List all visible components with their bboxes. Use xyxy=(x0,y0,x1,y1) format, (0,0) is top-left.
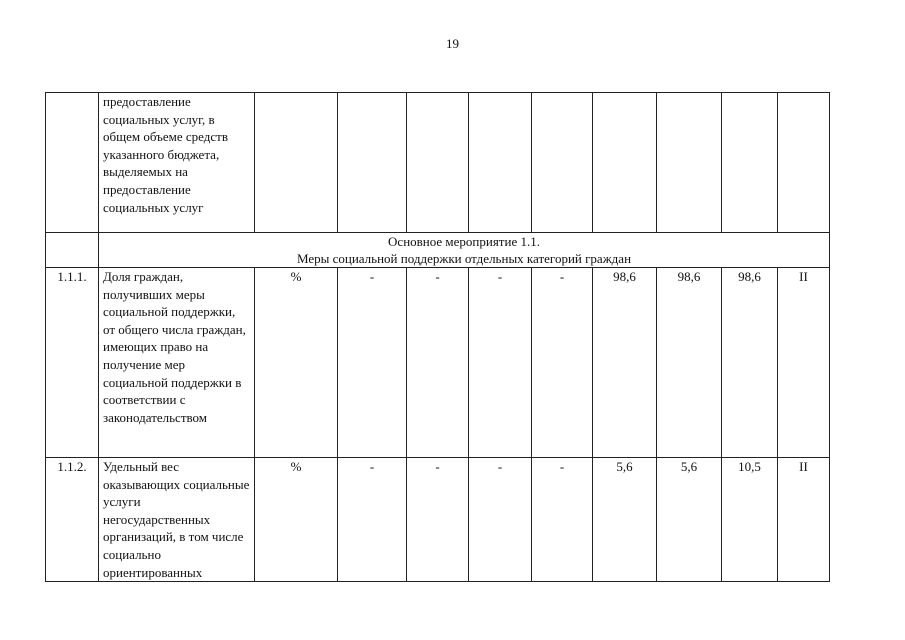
value-cell: - xyxy=(338,268,407,458)
value-cell xyxy=(722,93,778,233)
value-cell xyxy=(469,93,532,233)
value-cell: 5,6 xyxy=(657,458,722,582)
section-header-row xyxy=(46,233,830,268)
value-cell: - xyxy=(532,268,593,458)
table-row xyxy=(46,268,830,458)
value-cell xyxy=(657,93,722,233)
value-cell xyxy=(593,93,657,233)
indicator-description: Доля граждан, получивших меры социальной поддержки, от общего числа граждан, имеющих право на получение мер социальной поддержки в соответствии с законодательством xyxy=(99,268,255,458)
value-cell: 98,6 xyxy=(657,268,722,458)
value-cell: - xyxy=(407,268,469,458)
section-title xyxy=(99,233,830,268)
value-cell: - xyxy=(469,458,532,582)
value-cell xyxy=(778,93,830,233)
value-cell: 10,5 xyxy=(722,458,778,582)
page-number: 19 xyxy=(446,36,459,51)
section-title-line-1: Основное мероприятие 1.1. xyxy=(388,234,540,249)
table-row-continued xyxy=(46,93,830,233)
section-title-line-2: Меры социальной поддержки отдельных категорий граждан xyxy=(296,251,632,266)
indicator-description: предоставление социальных услуг, в общем объеме средств указанного бюджета, выделяемых на предоставление социальных услуг xyxy=(99,93,255,233)
value-cell xyxy=(407,93,469,233)
unit-cell: % xyxy=(255,458,338,582)
value-cell: - xyxy=(532,458,593,582)
row-number-cell: 1.1.1. xyxy=(46,268,99,458)
indicator-description: Удельный вес оказывающих социальные услуги негосударственных организаций, в том числе социально ориентированных xyxy=(99,458,255,582)
value-cell xyxy=(338,93,407,233)
value-cell: 98,6 xyxy=(593,268,657,458)
table-row xyxy=(46,458,830,582)
row-number-cell xyxy=(46,233,99,268)
row-number-cell: 1.1.2. xyxy=(46,458,99,582)
category-cell: II xyxy=(778,268,830,458)
value-cell xyxy=(532,93,593,233)
value-cell: 5,6 xyxy=(593,458,657,582)
category-cell: II xyxy=(778,458,830,582)
value-cell: - xyxy=(407,458,469,582)
row-number-cell xyxy=(46,93,99,233)
value-cell: - xyxy=(469,268,532,458)
value-cell: - xyxy=(338,458,407,582)
value-cell xyxy=(255,93,338,233)
indicators-table xyxy=(45,92,830,582)
value-cell: 98,6 xyxy=(722,268,778,458)
unit-cell: % xyxy=(255,268,338,458)
